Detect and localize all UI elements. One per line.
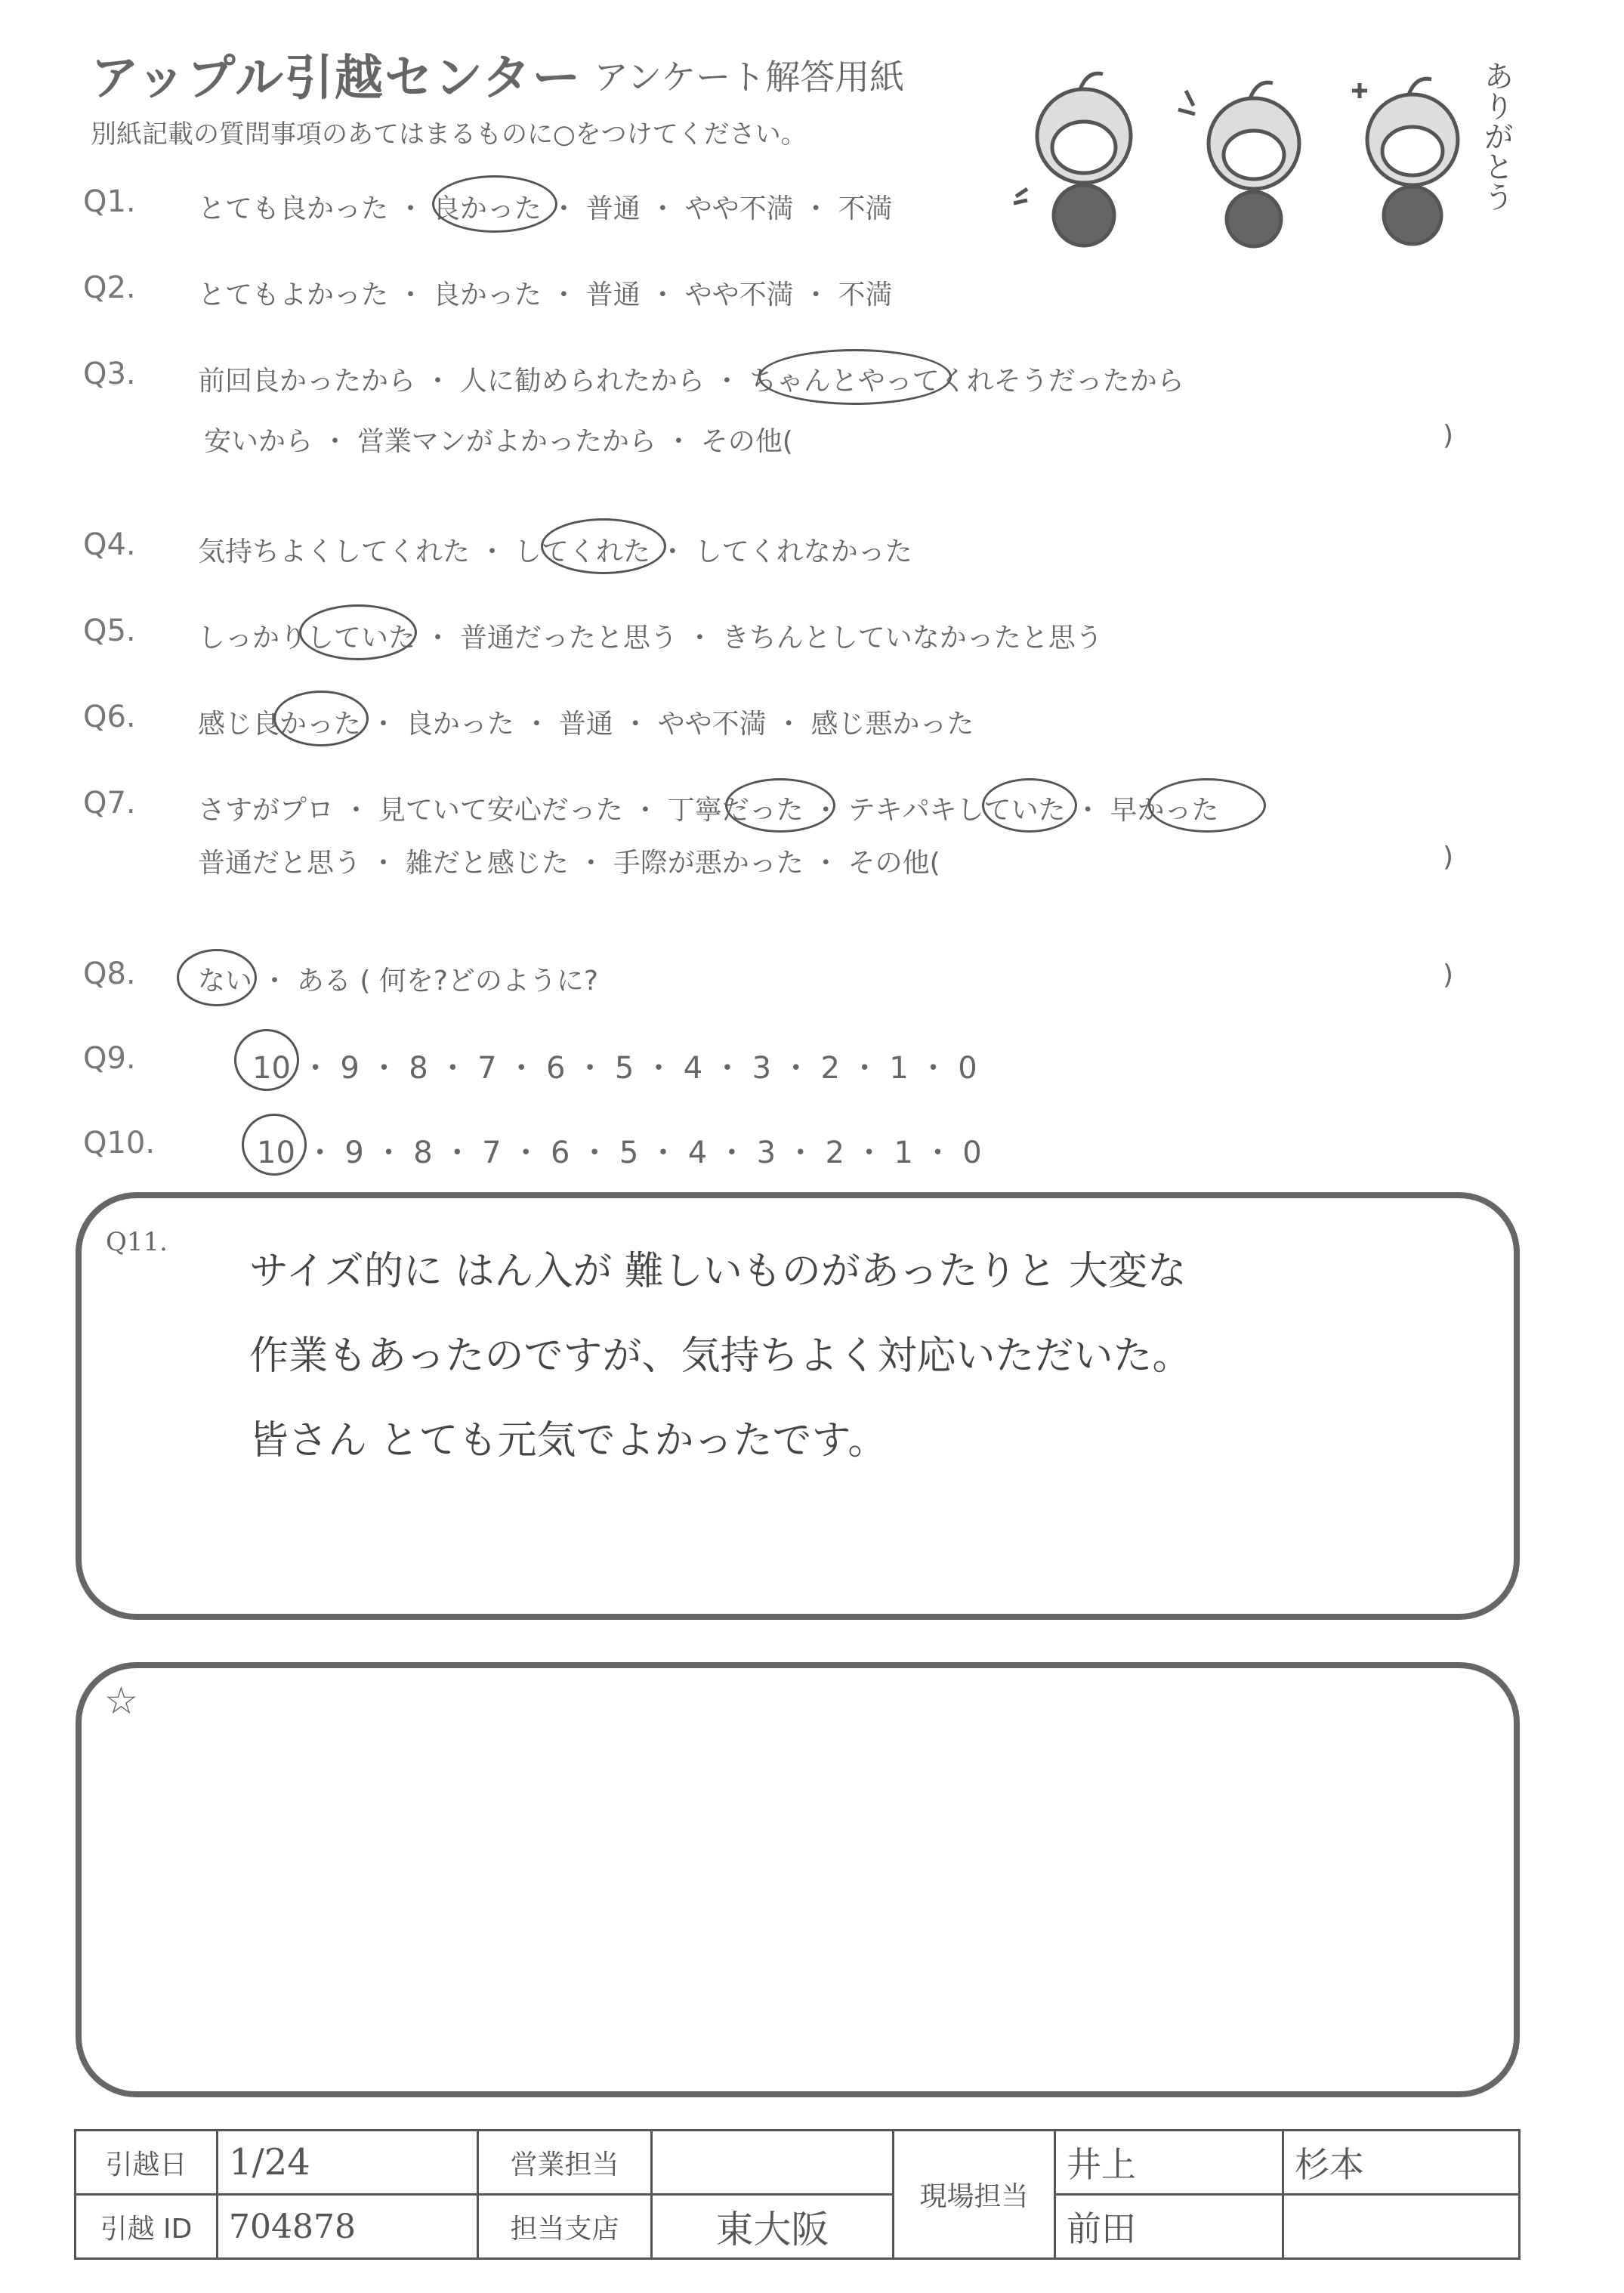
- sales-staff-value: [652, 2131, 894, 2195]
- q5-options: しっかりしていた ・ 普通だったと思う ・ きちんとしていなかったと思う: [198, 623, 1103, 654]
- branch-value: 東大阪: [652, 2195, 894, 2259]
- q9-circle-mark: [234, 1029, 299, 1091]
- q7-circle-mark-3: [1148, 778, 1266, 833]
- q3-close-paren: ): [1443, 420, 1454, 451]
- q9-label: Q9.: [83, 1041, 136, 1076]
- q11-handwritten-line2: 作業もあったのですが、気持ちよく対応いただいた。: [249, 1333, 1192, 1379]
- site-staff-4: [1283, 2195, 1520, 2259]
- move-date-value: 1/24: [218, 2131, 478, 2195]
- move-date-label: 引越日: [76, 2131, 218, 2195]
- q1-circle-mark: [432, 175, 557, 233]
- q8-options: ない ・ ある ( 何を?どのように?: [198, 966, 599, 997]
- q9-scale: 10 ・ 9 ・ 8 ・ 7 ・ 6 ・ 5 ・ 4 ・ 3 ・ 2 ・ 1 ・ 0: [252, 1051, 977, 1086]
- q8-close-paren: ): [1443, 960, 1454, 990]
- move-id-value: 704878: [218, 2195, 478, 2259]
- q11-label: Q11.: [106, 1227, 168, 1257]
- q7-close-paren: ): [1443, 842, 1454, 873]
- site-staff-3: 前田: [1055, 2195, 1283, 2259]
- q7-circle-mark-2: [982, 778, 1077, 833]
- q11-handwritten-line3: 皆さん とても元気でよかったです。: [249, 1418, 888, 1463]
- q7-label: Q7.: [83, 786, 136, 820]
- q4-options: 気持ちよくしてくれた ・ してくれた ・ してくれなかった: [198, 536, 912, 567]
- q1-label: Q1.: [83, 184, 136, 219]
- site-staff-1: 井上: [1055, 2131, 1283, 2195]
- site-staff-2: 杉本: [1283, 2131, 1520, 2195]
- q4-circle-mark: [541, 518, 666, 574]
- branch-label: 担当支店: [478, 2195, 652, 2259]
- q6-options: 感じ良かった ・ 良かった ・ 普通 ・ やや不満 ・ 感じ悪かった: [198, 709, 974, 740]
- q10-circle-mark: [242, 1114, 307, 1176]
- q3-options-line1: 前回良かったから ・ 人に勧められたから ・ ちゃんとやってくれそうだったから: [198, 366, 1184, 397]
- star-icon: ☆: [104, 1679, 138, 1723]
- q2-options: とてもよかった ・ 良かった ・ 普通 ・ やや不満 ・ 不満: [198, 280, 893, 311]
- q2-label: Q2.: [83, 270, 136, 305]
- q8-label: Q8.: [83, 956, 136, 991]
- q6-circle-mark: [273, 691, 369, 746]
- q3-circle-mark: [758, 349, 952, 405]
- q8-circle-mark: [177, 949, 257, 1006]
- site-staff-label: 現場担当: [894, 2131, 1055, 2259]
- q7-options-line2: 普通だと思う ・ 雑だと感じた ・ 手際が悪かった ・ その他(: [198, 848, 940, 879]
- move-id-label: 引越 ID: [76, 2195, 218, 2259]
- q10-scale: 10 ・ 9 ・ 8 ・ 7 ・ 6 ・ 5 ・ 4 ・ 3 ・ 2 ・ 1 ・ 0: [257, 1136, 982, 1170]
- q11-handwritten-line1: サイズ的に はん入が 難しいものがあったりと 大変な: [249, 1249, 1187, 1294]
- arigatou-text: ありがとう: [1479, 60, 1514, 212]
- q6-label: Q6.: [83, 700, 136, 734]
- sales-staff-label: 営業担当: [478, 2131, 652, 2195]
- q4-label: Q4.: [83, 527, 136, 562]
- q1-options: とても良かった ・ 良かった ・ 普通 ・ やや不満 ・ 不満: [198, 193, 893, 224]
- form-title: アップル引越センター: [91, 51, 582, 107]
- star-comment-box: [76, 1662, 1520, 2097]
- q3-label: Q3.: [83, 357, 136, 391]
- monkey-mascots-illustration: [1005, 53, 1533, 249]
- q3-options-line2: 安いから ・ 営業マンがよかったから ・ その他(: [204, 426, 793, 457]
- q7-circle-mark-1: [725, 778, 835, 833]
- footer-info-table: [74, 2129, 1521, 2260]
- form-subtitle: アンケート解答用紙: [594, 57, 905, 97]
- instruction-text: 別紙記載の質問事項のあてはまるものに○をつけてください。: [91, 119, 807, 150]
- q5-circle-mark: [299, 604, 417, 660]
- q5-label: Q5.: [83, 613, 136, 648]
- q7-options-line1: さすがプロ ・ 見ていて安心だった ・ 丁寧だった ・ テキパキしていた ・ 早かった: [198, 795, 1219, 826]
- q10-label: Q10.: [83, 1126, 156, 1160]
